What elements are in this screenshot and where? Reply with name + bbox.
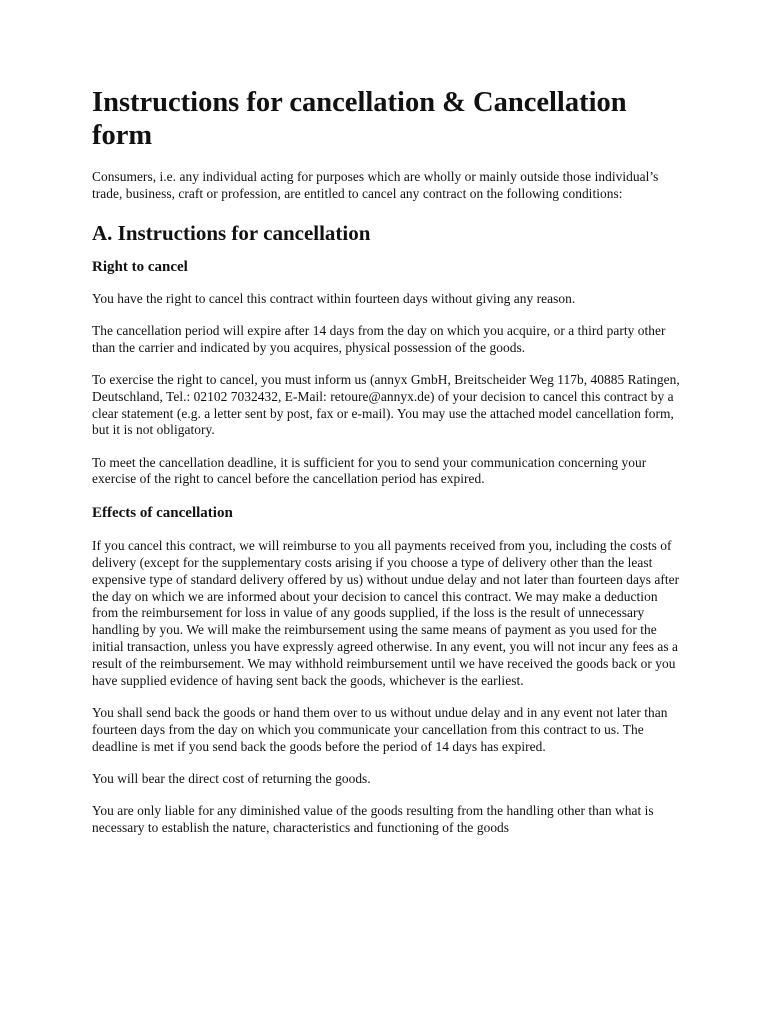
section-a-heading: A. Instructions for cancellation xyxy=(92,220,371,245)
effects-of-cancellation-heading: Effects of cancellation xyxy=(92,505,233,522)
right-to-cancel-paragraph-2: The cancellation period will expire after 14 days from the day on which you acquire, or a third party other than the carrier and indicated by you acquires, physical possession of the goods. xyxy=(92,322,666,355)
effects-paragraph-3: You will bear the direct cost of returning the goods. xyxy=(92,770,371,786)
right-to-cancel-paragraph-4: To meet the cancellation deadline, it is sufficient for you to send your communication concerning your exercise of the right to cancel before the cancellation period has expired. xyxy=(92,454,647,487)
effects-paragraph-4: You are only liable for any diminished value of the goods resulting from the handling other than what is necessary to establish the nature, characteristics and functioning of the goods xyxy=(92,803,654,835)
document-content xyxy=(92,86,684,852)
effects-paragraph-2: You shall send back the goods or hand them over to us without undue delay and in any event not later than fourteen days from the day on which you communicate your cancellation from this contract to us. The deadline is met if you send back the goods before the period of 14 days has expired. xyxy=(92,704,668,754)
right-to-cancel-heading: Right to cancel xyxy=(92,258,188,275)
right-to-cancel-paragraph-3: To exercise the right to cancel, you must inform us (annyx GmbH, Breitscheider Weg 117b, 40885 Ratingen, Deutschland, Tel.: 02102 7032432, E-Mail: retoure@annyx.de) of your decision to cancel this contract by a clear statement (e.g. a letter sent by post, fax or e-mail). You may use the attached model cancellation form, but it is not obligatory. xyxy=(92,371,680,438)
effects-paragraph-1: If you cancel this contract, we will reimburse to you all payments received from you, including the costs of delivery (except for the supplementary costs arising if you choose a type of delivery other than the least expensive type of standard delivery offered by us) without undue delay and not later than fourteen days after the day on which we are informed about your decision to cancel this contract. We may make a deduction from the reimbursement for loss in value of any goods supplied, if the loss is the result of unnecessary handling by you. We will make the reimbursement using the same means of payment as you used for the initial transaction, unless you have expressly agreed otherwise. In any event, you will not incur any fees as a result of the reimbursement. We may withhold reimbursement until we have received the goods back or you have supplied evidence of having sent back the goods, whichever is the earliest. xyxy=(92,538,680,688)
intro-paragraph: Consumers, i.e. any individual acting for purposes which are wholly or mainly outside those individual’s trade, business, craft or profession, are entitled to cancel any contract on the following conditions: xyxy=(92,169,659,201)
right-to-cancel-paragraph-1: You have the right to cancel this contract within fourteen days without giving any reason. xyxy=(92,290,576,306)
document-title: Instructions for cancellation & Cancellation form xyxy=(92,87,627,151)
